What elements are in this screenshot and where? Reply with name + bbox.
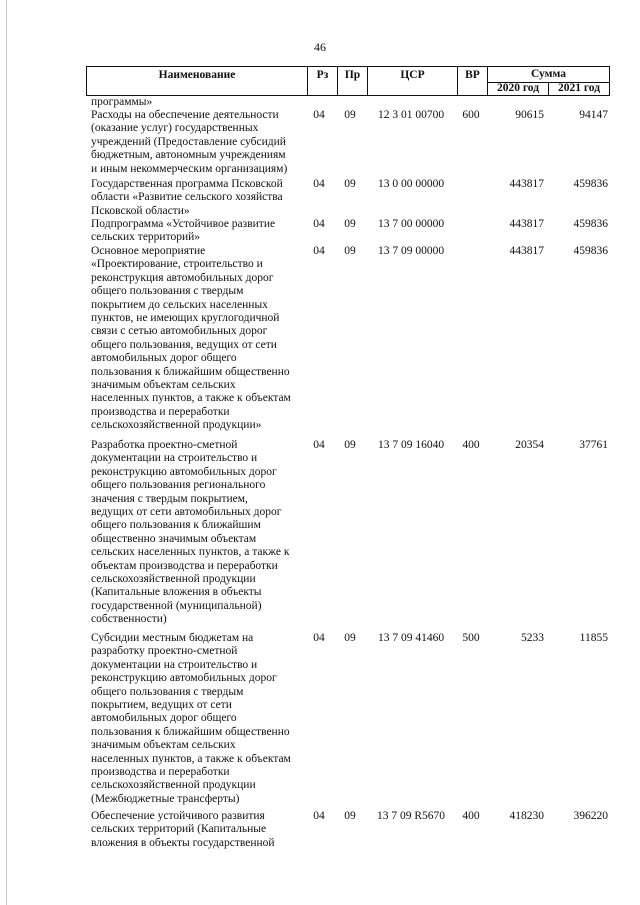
row-sum-2021: 459836 <box>573 178 608 190</box>
page-number: 46 <box>314 40 326 54</box>
row-name: Разработка проектно-сметной документации на строительство и реконструкцию автомобильных дорог общего пользования регионального значения с твердым покрытием, ведущих от сети автомобильных дорог общего пользования к ближайшим общественно значимым объектам сельских населенных пунктов, а также к объектам производства и переработки сельскохозяйственной продукции (Капитальные вложения в объекты государственной (муниципальной) собственности) <box>91 439 290 626</box>
header-vr: ВР <box>457 67 487 95</box>
row-pr: 09 <box>344 245 356 257</box>
row-pr: 09 <box>344 632 356 644</box>
header-pr: Пр <box>337 67 367 95</box>
row-sum-2021: 396220 <box>573 810 608 822</box>
header-2020: 2020 год <box>496 82 540 94</box>
row-sum-2021: 459836 <box>573 245 608 257</box>
header-name: Наименование <box>158 69 236 81</box>
row-rz: 04 <box>313 109 325 121</box>
row-pr: 09 <box>344 178 356 190</box>
row-sum-2021: 37761 <box>579 439 608 451</box>
scan-edge <box>6 0 7 905</box>
row-name: Субсидии местным бюджетам на разработку проектно-сметной документации на строительство и реконструкцию автомобильных дорог общего пользования с твердым покрытием, ведущих от сети автомобильных дорог общего пользования к ближайшим общественно значимым объектам сельских населенных пунктов, а также к объектам производства и переработки сельскохозяйственной продукции (Межбюджетные трансферты) <box>91 632 291 805</box>
row-vr: 400 <box>462 439 480 451</box>
row-rz: 04 <box>313 810 325 822</box>
row-name: Подпрограмма «Устойчивое развитие сельских территорий» <box>91 218 276 244</box>
row-name: Обеспечение устойчивого развития сельских территорий (Капитальные вложения в объекты государственной <box>91 810 275 849</box>
row-name: Основное мероприятие «Проектирование, строительство и реконструкция автомобильных дорог общего пользования с твердым покрытием до сельских населенных пунктов, не имеющих круглогодичной связи с сетью автомобильных дорог общего пользования, ведущих от сети автомобильных дорог общего пользования к ближайшим общественно значимым объектам сельских населенных пунктов, а также к объектам производства и переработки сельскохозяйственной продукции» <box>91 245 291 432</box>
row-sum-2020: 5233 <box>521 632 544 644</box>
row-name: Государственная программа Псковской области «Развитие сельского хозяйства Псковской области» <box>91 178 283 217</box>
row-csr: 13 7 09 00000 <box>377 245 445 257</box>
row-rz: 04 <box>313 439 325 451</box>
row-name: Расходы на обеспечение деятельности (оказание услуг) государственных учреждений (Предоставление субсидий бюджетным, автономным учреждениям и иным некоммерческим организациям) <box>91 109 288 175</box>
row-pr: 09 <box>344 439 356 451</box>
row-sum-2020: 418230 <box>509 810 544 822</box>
row-pr: 09 <box>344 810 356 822</box>
row-rz: 04 <box>313 178 325 190</box>
header-sum: Сумма 2020 год 2021 год <box>487 67 609 95</box>
row-sum-2020: 443817 <box>509 218 544 230</box>
row-csr: 13 7 09 16040 <box>377 439 445 451</box>
row-vr: 500 <box>462 632 480 644</box>
row-sum-2020: 443817 <box>509 245 544 257</box>
row-rz: 04 <box>313 245 325 257</box>
row-csr: 13 7 09 41460 <box>377 632 445 644</box>
row-csr: 13 0 00 00000 <box>377 178 445 190</box>
row-sum-2021: 459836 <box>573 218 608 230</box>
row-sum-2020: 20354 <box>515 439 544 451</box>
row-name: программы» <box>91 96 153 108</box>
header-rz: Рз <box>307 67 337 95</box>
row-rz: 04 <box>313 218 325 230</box>
row-csr: 13 7 00 00000 <box>377 218 445 230</box>
row-pr: 09 <box>344 109 356 121</box>
row-csr: 12 3 01 00700 <box>377 109 445 121</box>
header-csr: ЦСР <box>367 67 457 95</box>
row-vr: 600 <box>462 109 480 121</box>
row-sum-2020: 90615 <box>515 109 544 121</box>
row-sum-2021: 94147 <box>579 109 608 121</box>
row-pr: 09 <box>344 218 356 230</box>
row-rz: 04 <box>313 632 325 644</box>
row-vr: 400 <box>462 810 480 822</box>
header-2021: 2021 год <box>548 82 609 95</box>
row-csr: 13 7 09 R5670 <box>376 810 446 822</box>
row-sum-2021: 11855 <box>579 632 608 644</box>
table-header <box>86 66 610 96</box>
row-sum-2020: 443817 <box>509 178 544 190</box>
